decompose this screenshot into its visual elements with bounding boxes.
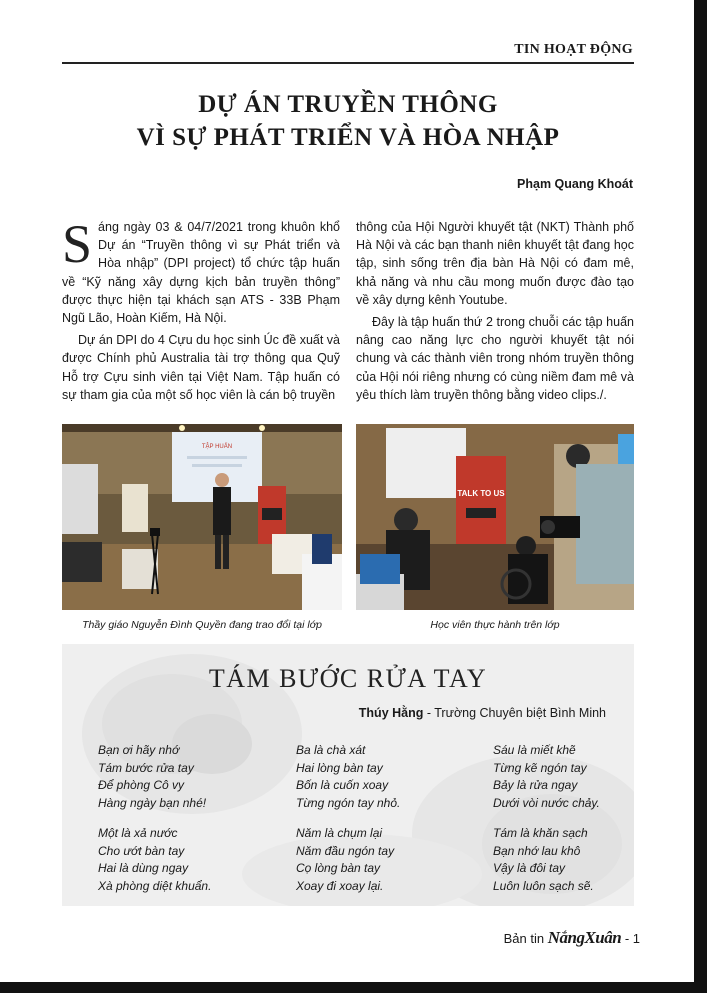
banner-text: TALK TO US bbox=[457, 489, 505, 498]
poem-col1-stanza1 bbox=[98, 742, 268, 812]
poem-line: Xoay đi xoay lại. bbox=[296, 878, 384, 893]
article-title bbox=[62, 88, 634, 154]
page-number: - 1 bbox=[624, 931, 640, 946]
poem-line: Hai lòng bàn tay bbox=[296, 760, 383, 775]
section-header: TIN HOẠT ĐỘNG bbox=[514, 42, 633, 57]
photo-caption-right: Học viên thực hành trên lớp bbox=[430, 619, 560, 631]
title-line-2: VÌ SỰ PHÁT TRIỂN VÀ HÒA NHẬP bbox=[136, 124, 560, 151]
article-column-right bbox=[356, 218, 634, 408]
poem-line: Xà phòng diệt khuẩn. bbox=[98, 878, 212, 893]
poem-title: TÁM BƯỚC RỬA TAY bbox=[208, 664, 488, 693]
paragraph-4: Đây là tập huấn thứ 2 trong chuỗi các tập huấn nâng cao năng lực cho người khuyết tật nói chung và các thành viên trong nhóm truyền thông của Hội nói riêng nhưng có cùng niềm đam mê và yêu thích làm truyền thông bằng video clips./. bbox=[356, 315, 634, 402]
poem-line: Từng kẽ ngón tay bbox=[493, 760, 587, 775]
poem-line: Dưới vòi nước chảy. bbox=[493, 795, 600, 810]
header-rule bbox=[62, 62, 634, 64]
page-footer bbox=[470, 928, 640, 948]
poem-author-school: - Trường Chuyên biệt Bình Minh bbox=[423, 706, 606, 720]
photo-speaker-image bbox=[62, 424, 342, 610]
photo-caption-left: Thầy giáo Nguyễn Đình Quyền đang trao đổi tại lớp bbox=[82, 619, 322, 631]
poem-author-name: Thúy Hằng bbox=[358, 706, 424, 720]
poem-col1-stanza2 bbox=[98, 825, 268, 895]
poem-col3-stanza1 bbox=[493, 742, 634, 812]
poem-line: Luôn luôn sạch sẽ. bbox=[493, 878, 594, 893]
poem-author bbox=[302, 706, 606, 720]
drop-cap: S bbox=[62, 214, 93, 274]
poem-line: Bốn là cuốn xoay bbox=[296, 778, 389, 793]
poem-col2-stanza1 bbox=[296, 742, 466, 812]
poem-line: Để phòng Cô vy bbox=[98, 778, 185, 793]
poem-line: Hàng ngày bạn nhé! bbox=[98, 795, 207, 810]
photo-students-image bbox=[356, 424, 634, 610]
poem-box bbox=[62, 644, 634, 906]
page-edge-bottom bbox=[0, 982, 707, 993]
paragraph-1-text: áng ngày 03 & 04/7/2021 trong khuôn khổ Dự án “Truyền thông vì sự Phát triển và Hòa nhập” (DPI project) tổ chức tập huấn về “Kỹ năng xây dựng kịch bản truyền thông” được thực hiện tại khách sạn ATS - 33B Phạm Ngũ Lão, Hoàn Kiếm, Hà Nội. bbox=[62, 220, 340, 326]
poem-line: Cho ướt bàn tay bbox=[98, 843, 185, 858]
paragraph-2: Dự án DPI do 4 Cựu du học sinh Úc đề xuất và được Chính phủ Australia tài trợ thông qua Quỹ Hỗ trợ Cựu sinh viên tại Việt Nam. Tập huấn có sự tham gia của một số học viên là cán bộ truyền bbox=[62, 333, 341, 402]
poem-line: Tám là khăn sạch bbox=[493, 826, 588, 840]
newsletter-logo: NắngXuân bbox=[547, 928, 622, 947]
paragraph-3: thông của Hội Người khuyết tật (NKT) Thành phố Hà Nội và các bạn thanh niên khuyết tật đang học tập, sinh sống trên địa bàn Hà Nội có đam mê, khả năng và nhu cầu mong muốn được đào tạo về xây dựng kênh Youtube. bbox=[356, 220, 634, 307]
projector-screen-text: TẬP HUẤN bbox=[201, 444, 233, 450]
poem-line: Từng ngón tay nhỏ. bbox=[296, 795, 401, 810]
poem-line: Sáu là miết khẽ bbox=[493, 743, 576, 757]
poem-line: Một là xả nước bbox=[98, 826, 178, 840]
footer-prefix: Bản tin bbox=[503, 931, 545, 946]
poem-line: Tám bước rửa tay bbox=[98, 760, 194, 775]
poem-line: Bạn ơi hãy nhớ bbox=[98, 743, 180, 757]
title-line-1: DỰ ÁN TRUYỀN THÔNG bbox=[198, 91, 498, 118]
poem-col3-stanza2 bbox=[493, 825, 634, 895]
paragraph-1 bbox=[62, 214, 340, 327]
article-column-left bbox=[62, 214, 341, 408]
poem-line: Năm là chụm lại bbox=[296, 826, 383, 840]
poem-line: Vậy là đôi tay bbox=[493, 861, 566, 876]
article-author: Phạm Quang Khoát bbox=[517, 177, 633, 191]
poem-line: Hai là dùng ngay bbox=[98, 861, 189, 876]
poem-col2-stanza2 bbox=[296, 825, 466, 895]
photo-speaker bbox=[62, 424, 342, 610]
poem-line: Ba là chà xát bbox=[296, 743, 366, 757]
poem-line: Bảy là rửa ngay bbox=[493, 778, 578, 793]
page-edge-right bbox=[694, 0, 707, 993]
poem-line: Năm đầu ngón tay bbox=[296, 843, 395, 858]
poem-line: Cọ lòng bàn tay bbox=[296, 861, 381, 876]
poem-line: Bạn nhớ lau khô bbox=[493, 843, 581, 858]
photo-students bbox=[356, 424, 634, 610]
